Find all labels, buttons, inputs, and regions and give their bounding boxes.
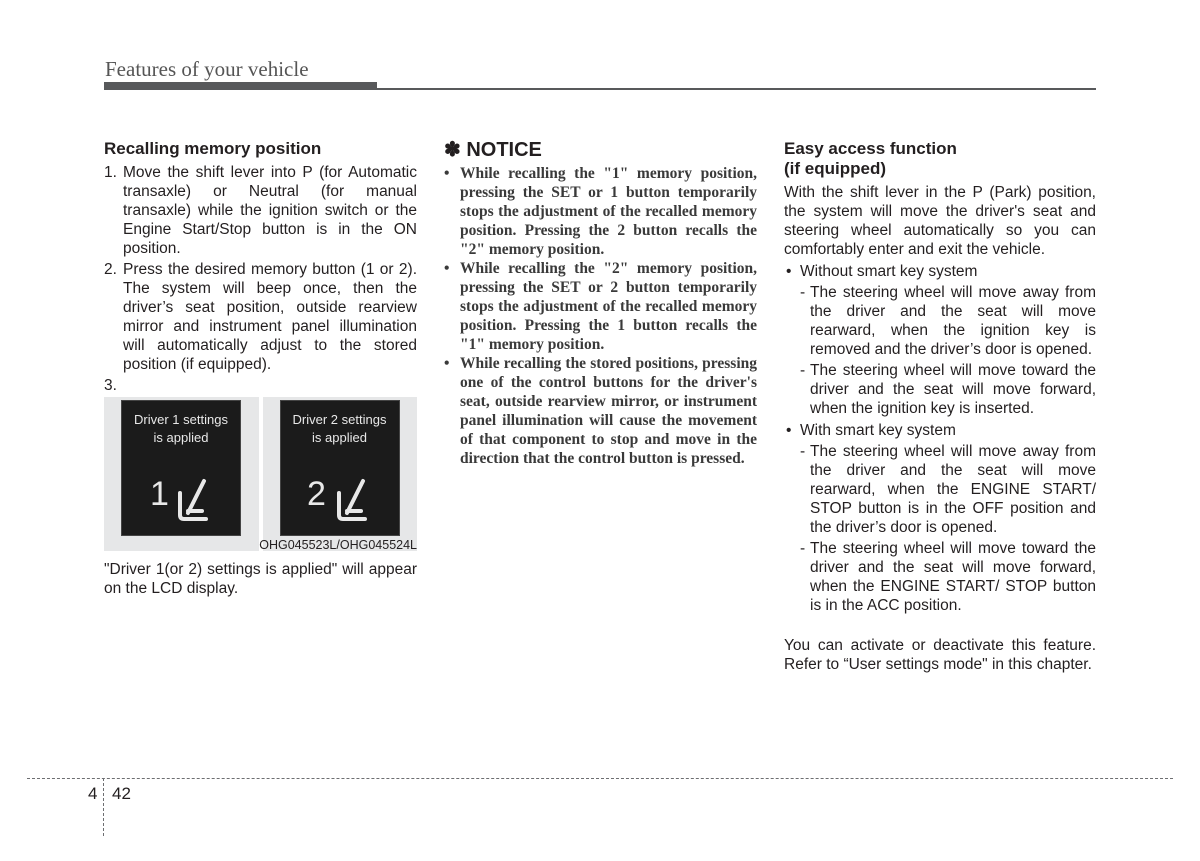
page-header-title: Features of your vehicle	[105, 57, 309, 81]
lcd-screen	[280, 400, 400, 536]
outro-paragraph: You can activate or deactivate this feature. Refer to “User settings mode" in this chapter.	[784, 637, 1096, 673]
chapter-number: 4	[88, 784, 98, 803]
condition-detail: - The steering wheel will move toward the driver and the seat will move forward, when the ignition key is inserted.	[800, 362, 1096, 417]
svg-text:1: 1	[150, 475, 169, 513]
section-heading: Easy access function	[784, 139, 957, 158]
notice-title: ✽ NOTICE	[444, 139, 542, 161]
steps-list	[104, 163, 417, 395]
notice-item: • While recalling the "2" memory position, pressing the SET or 2 button temporarily stops the adjustment of the recalled memory position. Pressing the 1 button recalls the "1" memory position.	[444, 260, 757, 353]
column-easy-access	[784, 139, 1096, 674]
notice-list	[444, 164, 757, 468]
seat-memory-2-icon	[303, 471, 379, 525]
step-item: 1. Move the shift lever into P (for Automatic transaxle) or Neutral (for manual transaxle) while the ignition switch or the Engine Start/Stop button is in the ON position.	[104, 164, 417, 257]
lcd-figure	[104, 397, 417, 560]
lcd-description: "Driver 1(or 2) settings is applied" will appear on the LCD display.	[104, 561, 417, 597]
footer-divider	[103, 778, 104, 836]
intro-paragraph: With the shift lever in the P (Park) position, the system will move the driver's seat and steering wheel automatically so you can comfortably enter and exit the vehicle.	[784, 184, 1096, 258]
notice-item: • While recalling the stored positions, pressing one of the control buttons for the driver's seat, outside rearview mirror, or instrument panel illumination will cause the movement of that component to stop and move in the direction that the control button is pressed.	[444, 355, 757, 467]
footer-rule	[27, 778, 1173, 779]
lcd-panel-driver2	[263, 397, 418, 551]
condition-list	[784, 262, 1096, 615]
lcd-panel-driver1	[104, 397, 259, 551]
lcd-text-line1: Driver 1 settings	[134, 412, 228, 427]
condition-detail: - The steering wheel will move away from the driver and the seat will move rearward, when the ENGINE START/ STOP button is in the OFF position and the driver’s door is opened.	[800, 443, 1096, 536]
condition-label: Without smart key system	[800, 263, 978, 280]
header-rule-thin	[104, 88, 1096, 90]
condition-label: With smart key system	[800, 422, 956, 439]
column-recalling-memory	[104, 139, 417, 598]
page-number: 42	[112, 784, 131, 803]
lcd-text-line2: is applied	[153, 430, 209, 445]
figure-caption: OHG045523L/OHG045524L	[259, 538, 417, 552]
lcd-text-line2: is applied	[312, 430, 367, 445]
svg-text:2: 2	[306, 475, 326, 513]
condition-detail: - The steering wheel will move away from the driver and the seat will move rearward, when the ignition key is removed and the driver’s door is opened.	[800, 284, 1096, 358]
notice-item: • While recalling the "1" memory position, pressing the SET or 1 button temporarily stops the adjustment of the recalled memory position. Pressing the 2 button recalls the "2" memory position.	[444, 165, 757, 258]
section-subheading: (if equipped)	[784, 159, 886, 178]
condition-group: • With smart key system - The steering wheel will move away from the driver and the seat will move rearward, when the ENGINE START/ STOP button is in the OFF position and the driver’s door is opened. - The steering wheel will move toward the driver and the seat will move forward, when the ENGINE START/ STOP button is in the ACC position.	[786, 422, 1096, 614]
lcd-text-line1: Driver 2 settings	[292, 412, 387, 427]
section-heading: Recalling memory position	[104, 139, 322, 158]
condition-group: • Without smart key system - The steering wheel will move away from the driver and the seat will move rearward, when the ignition key is removed and the driver’s door is opened. - The steering wheel will move toward the driver and the seat will move forward, when the ignition key is inserted.	[786, 263, 1096, 417]
step-item: 2. Press the desired memory button (1 or 2). The system will beep once, then the driver’s seat position, outside rearview mirror and instrument panel illumination will automatically adjust to the stored position (if equipped).	[104, 261, 417, 373]
column-notice	[444, 139, 757, 468]
lcd-screen	[121, 400, 241, 536]
seat-memory-1-icon	[144, 471, 220, 525]
condition-detail: - The steering wheel will move toward the driver and the seat will move forward, when the ENGINE START/ STOP button is in the ACC position.	[800, 540, 1096, 614]
step-item: 3.	[104, 377, 117, 394]
